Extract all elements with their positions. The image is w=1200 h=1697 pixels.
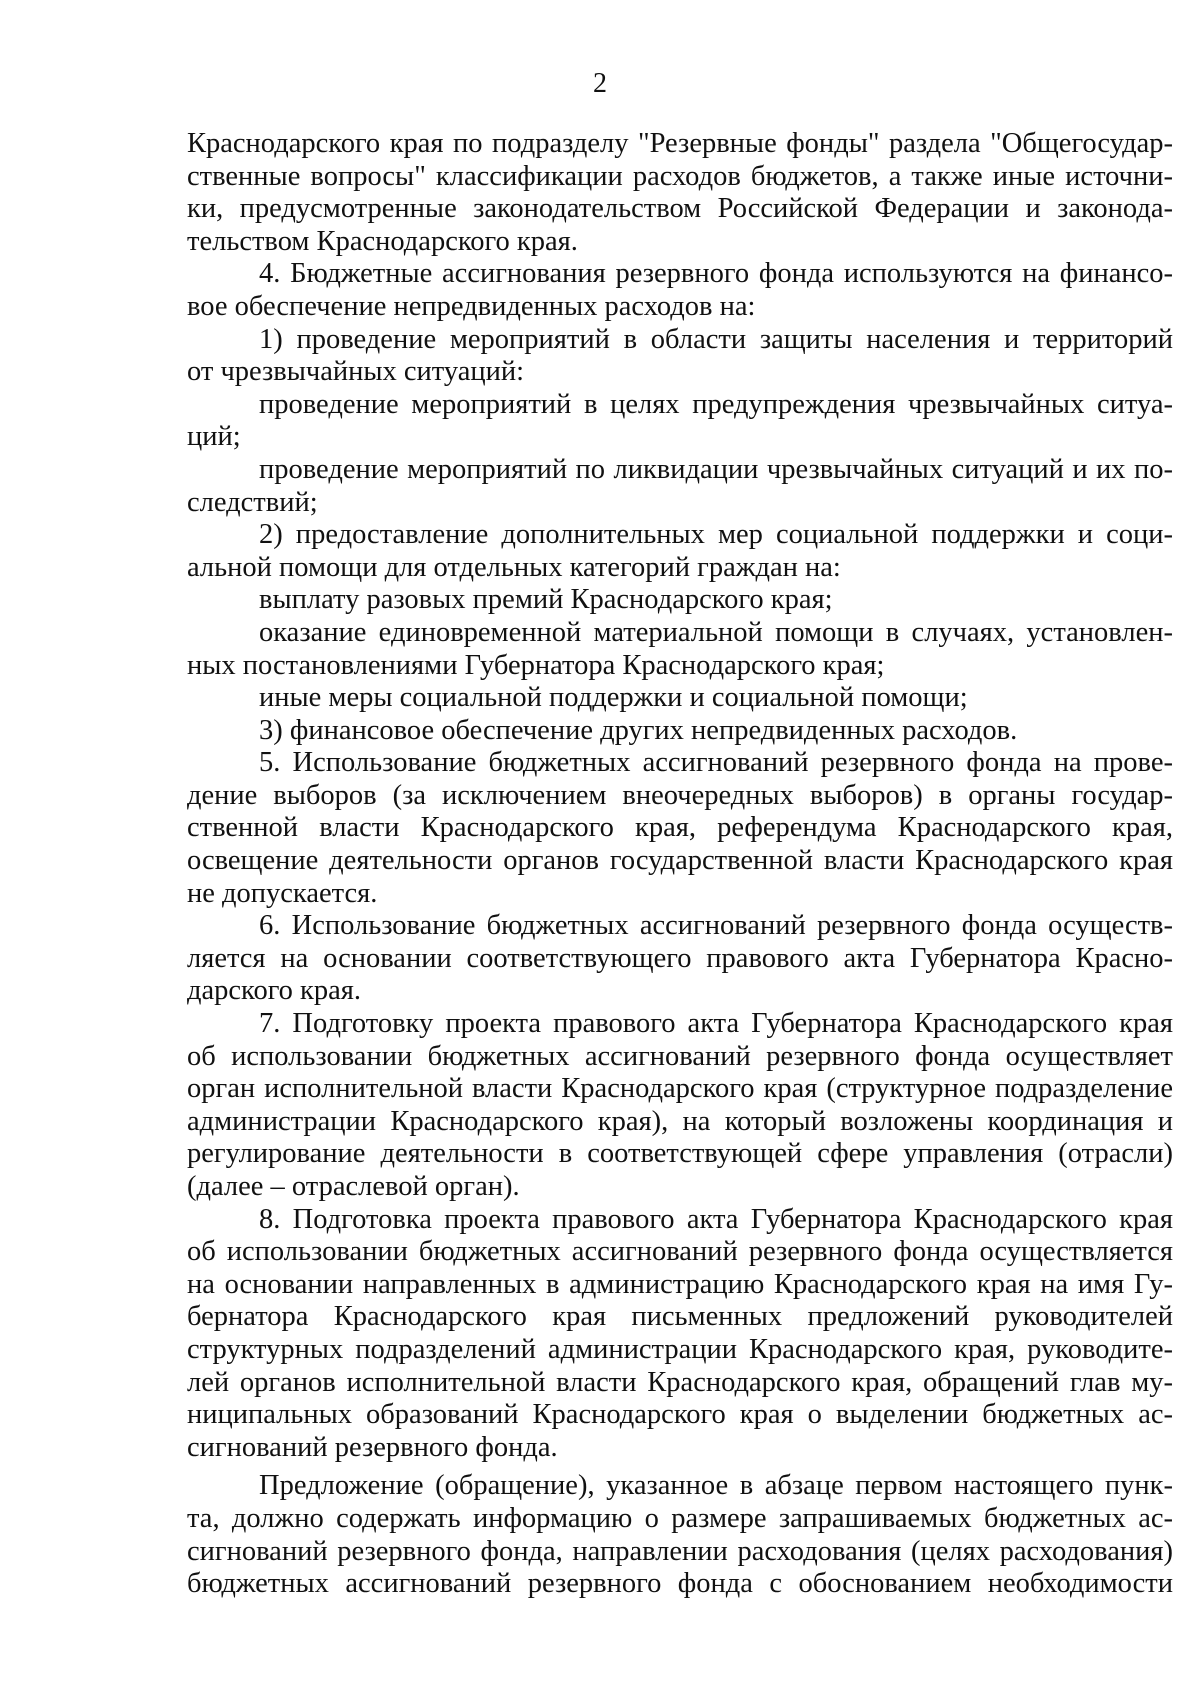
text-line: та, должно содержать информацию о размере запрашиваемых бюджетных ас- — [187, 1502, 1173, 1534]
text-line: 1) проведение мероприятий в области защиты населения и территорий — [259, 323, 1173, 355]
text-line: Краснодарского края по подразделу "Резервные фонды" раздела "Общегосудар- — [187, 128, 1173, 159]
text-line: от чрезвычайных ситуаций: — [187, 356, 525, 388]
text-line: оказание единовременной материальной помощи в случаях, установлен- — [259, 616, 1173, 648]
text-line: альной помощи для отдельных категорий граждан на: — [187, 551, 841, 583]
text-line: вое обеспечение непредвиденных расходов на: — [187, 290, 756, 322]
text-line: орган исполнительной власти Краснодарского края (структурное подразделение — [187, 1073, 1173, 1105]
text-line: следствий; — [187, 486, 318, 518]
text-line: 4. Бюджетные ассигнования резервного фонда используются на финансо- — [259, 258, 1173, 290]
text-line: иные меры социальной поддержки и социальной помощи; — [259, 682, 968, 714]
text-line: 6. Использование бюджетных ассигнований резервного фонда осуществ- — [259, 910, 1173, 942]
text-line: 5. Использование бюджетных ассигнований резервного фонда на прове- — [259, 747, 1173, 779]
text-line: об использовании бюджетных ассигнований резервного фонда осуществляется — [187, 1236, 1173, 1268]
text-line: 2) предоставление дополнительных мер социальной поддержки и соци- — [259, 519, 1173, 551]
text-line: тельством Краснодарского края. — [187, 225, 578, 257]
text-line: об использовании бюджетных ассигнований резервного фонда осуществляет — [187, 1040, 1173, 1072]
page-number: 2 — [593, 68, 607, 99]
text-line: 3) финансовое обеспечение других непредвиденных расходов. — [259, 714, 1018, 746]
text-line: администрации Краснодарского края), на который возложены координация и — [187, 1105, 1173, 1137]
text-line: структурных подразделений администрации Краснодарского края, руководите- — [187, 1333, 1173, 1365]
text-line: бюджетных ассигнований резервного фонда с обоснованием необходимости — [187, 1568, 1173, 1600]
text-line: дение выборов (за исключением внеочередных выборов) в органы государ- — [187, 779, 1173, 811]
text-line: ственные вопросы" классификации расходов бюджетов, а также иные источни- — [187, 160, 1173, 192]
text-line: проведение мероприятий по ликвидации чрезвычайных ситуаций и их по- — [259, 453, 1173, 485]
text-line: (далее – отраслевой орган). — [187, 1171, 520, 1202]
text-line: ций; — [187, 421, 241, 453]
text-line: лей органов исполнительной власти Краснодарского края, обращений глав му- — [187, 1366, 1173, 1398]
text-line: проведение мероприятий в целях предупреждения чрезвычайных ситуа- — [259, 388, 1173, 420]
text-line: 7. Подготовку проекта правового акта Губернатора Краснодарского края — [259, 1008, 1173, 1040]
text-line: ниципальных образований Краснодарского края о выделении бюджетных ас- — [187, 1399, 1173, 1431]
text-line: не допускается. — [187, 877, 378, 909]
text-line: ных постановлениями Губернатора Краснодарского края; — [187, 649, 885, 681]
text-line: ки, предусмотренные законодательством Российской Федерации и законода- — [187, 193, 1173, 225]
text-line: выплату разовых премий Краснодарского края; — [259, 584, 833, 616]
text-line: бернатора Краснодарского края письменных предложений руководителей — [187, 1301, 1173, 1333]
text-line: регулирование деятельности в соответствующей сфере управления (отрасли) — [187, 1138, 1173, 1170]
text-line: на основании направленных в администрацию Краснодарского края на имя Гу- — [187, 1268, 1173, 1300]
text-line: ственной власти Краснодарского края, референдума Краснодарского края, — [187, 812, 1173, 844]
text-line: дарского края. — [187, 975, 362, 1007]
document-body — [187, 128, 1173, 1601]
text-line: ляется на основании соответствующего правового акта Губернатора Красно- — [187, 942, 1173, 974]
text-line: 8. Подготовка проекта правового акта Губернатора Краснодарского края — [259, 1203, 1173, 1235]
text-line: освещение деятельности органов государственной власти Краснодарского края — [187, 845, 1173, 877]
text-line: Предложение (обращение), указанное в абзаце первом настоящего пунк- — [259, 1470, 1173, 1502]
text-line: сигнований резервного фонда, направлении расходования (целях расходования) — [187, 1535, 1173, 1567]
text-line: сигнований резервного фонда. — [187, 1431, 558, 1463]
